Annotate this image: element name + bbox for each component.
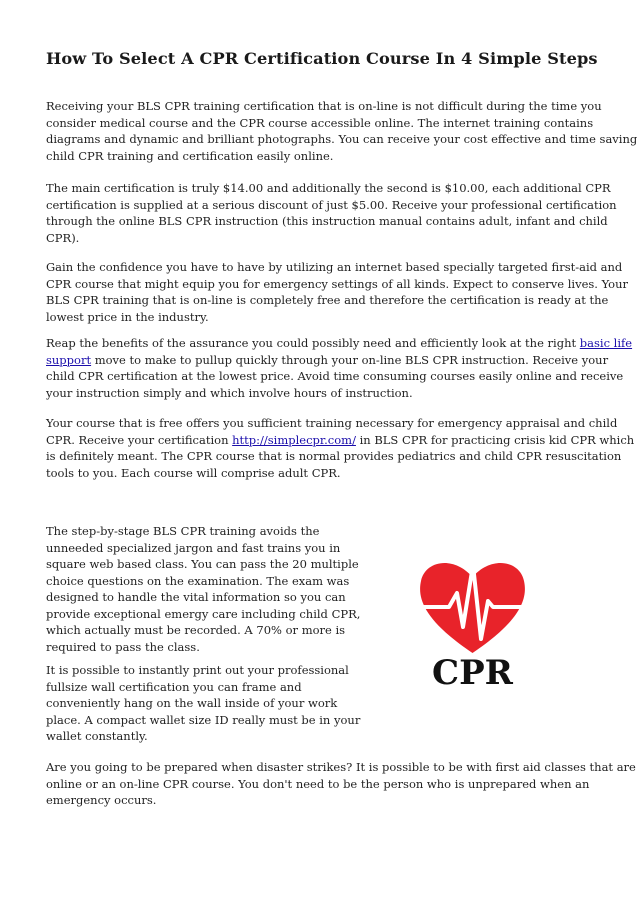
- text-line: through the online BLS CPR instruction (this instruction manual contains adult, infant and child: [46, 214, 608, 228]
- text-line: CPR course that might equip you for emergency settings of all kinds. Expect to conserve lives. Your: [46, 276, 629, 291]
- text-line: unneeded specialized jargon and fast trains you in: [46, 540, 341, 555]
- text-line: child CPR training and certification easily online.: [46, 148, 334, 163]
- text-line: BLS CPR training that is on-line is completely free and therefore the certification is ready at the: [46, 293, 609, 307]
- cpr-logo-text: CPR: [432, 653, 513, 693]
- text-segment: in BLS CPR for practicing crisis kid CPR which: [355, 432, 635, 447]
- text-line: Receiving your BLS CPR training certification that is on-line is not difficult during the time you: [46, 99, 602, 113]
- text-line: consider medical course and the CPR course accessible online. The internet training contains: [46, 115, 594, 130]
- text-segment: move to make to pullup quickly through your on-line BLS CPR instruction. Receive your: [91, 352, 609, 367]
- text-segment: Reap the benefits of the assurance you could possibly need and efficiently look at the right: [46, 336, 580, 350]
- text-line: The step-by-stage BLS CPR training avoids the: [46, 524, 320, 538]
- text-segment: CPR. Receive your certification: [46, 432, 233, 447]
- text-line: your instruction simply and which involve hours of instruction.: [46, 385, 413, 400]
- text-line: [46, 352, 609, 369]
- basic-life-support-link-continued[interactable]: support: [46, 352, 92, 367]
- paragraph-confidence: [46, 259, 629, 325]
- paragraph-pricing: [46, 180, 617, 246]
- text-line: wallet constantly.: [46, 729, 148, 743]
- paragraph-intro: [46, 98, 638, 164]
- simplecpr-link[interactable]: http://simplecpr.com/: [232, 432, 356, 447]
- paragraph-benefits: [46, 335, 633, 401]
- text-line: place. A compact wallet size ID really must be in your: [46, 712, 361, 727]
- text-line: required to pass the class.: [46, 639, 200, 654]
- paragraph-print-certificate: [46, 662, 361, 745]
- text-line: conveniently hang on the wall inside of your work: [46, 696, 338, 710]
- text-line: Your course that is free offers you sufficient training necessary for emergency appraisal and child: [46, 416, 618, 430]
- text-line: [46, 335, 633, 352]
- text-line: is definitely meant. The CPR course that is normal provides pediatrics and child CPR resuscitation: [46, 449, 622, 463]
- basic-life-support-link[interactable]: basic life: [579, 336, 633, 350]
- paragraph-free-course: [46, 415, 635, 481]
- text-line: Gain the confidence you have to have by utilizing an internet based specially targeted first-aid and: [46, 260, 623, 274]
- cpr-logo: [415, 553, 530, 693]
- text-line: diagrams and dynamic and brilliant photographs. You can receive your cost effective and time saving: [46, 132, 638, 146]
- text-line: The main certification is truly $14.00 and additionally the second is $10.00, each additional CPR: [46, 181, 611, 195]
- text-line: emergency occurs.: [46, 793, 157, 807]
- text-line: tools to you. Each course will comprise adult CPR.: [46, 465, 341, 480]
- text-line: square web based class. You can pass the 20 multiple: [46, 557, 359, 571]
- text-line: [46, 432, 635, 449]
- page-title: How To Select A CPR Certification Course In 4 Simple Steps: [46, 49, 598, 68]
- text-line: provide exceptional emergy care including child CPR,: [46, 606, 361, 621]
- paragraph-prepared: [46, 759, 636, 809]
- text-line: which actually must be recorded. A 70% or more is: [46, 623, 346, 637]
- text-line: fullsize wall certification you can frame and: [46, 679, 302, 694]
- paragraph-training-steps: [46, 523, 361, 655]
- text-line: lowest price in the industry.: [46, 309, 209, 324]
- text-line: online or an on-line CPR course. You don't need to be the person who is unprepared when an: [46, 776, 590, 791]
- text-line: CPR).: [46, 230, 80, 245]
- text-line: choice questions on the examination. The exam was: [46, 573, 350, 588]
- text-line: child CPR certification at the lowest price. Avoid time consuming courses easily online and receive: [46, 369, 624, 383]
- text-line: Are you going to be prepared when disaster strikes? It is possible to be with first aid classes that are: [46, 760, 636, 774]
- text-line: designed to handle the vital information so you can: [46, 590, 346, 604]
- text-line: It is possible to instantly print out your professional: [46, 663, 349, 677]
- text-line: certification is supplied at a serious discount of just $5.00. Receive your professional certification: [46, 197, 617, 212]
